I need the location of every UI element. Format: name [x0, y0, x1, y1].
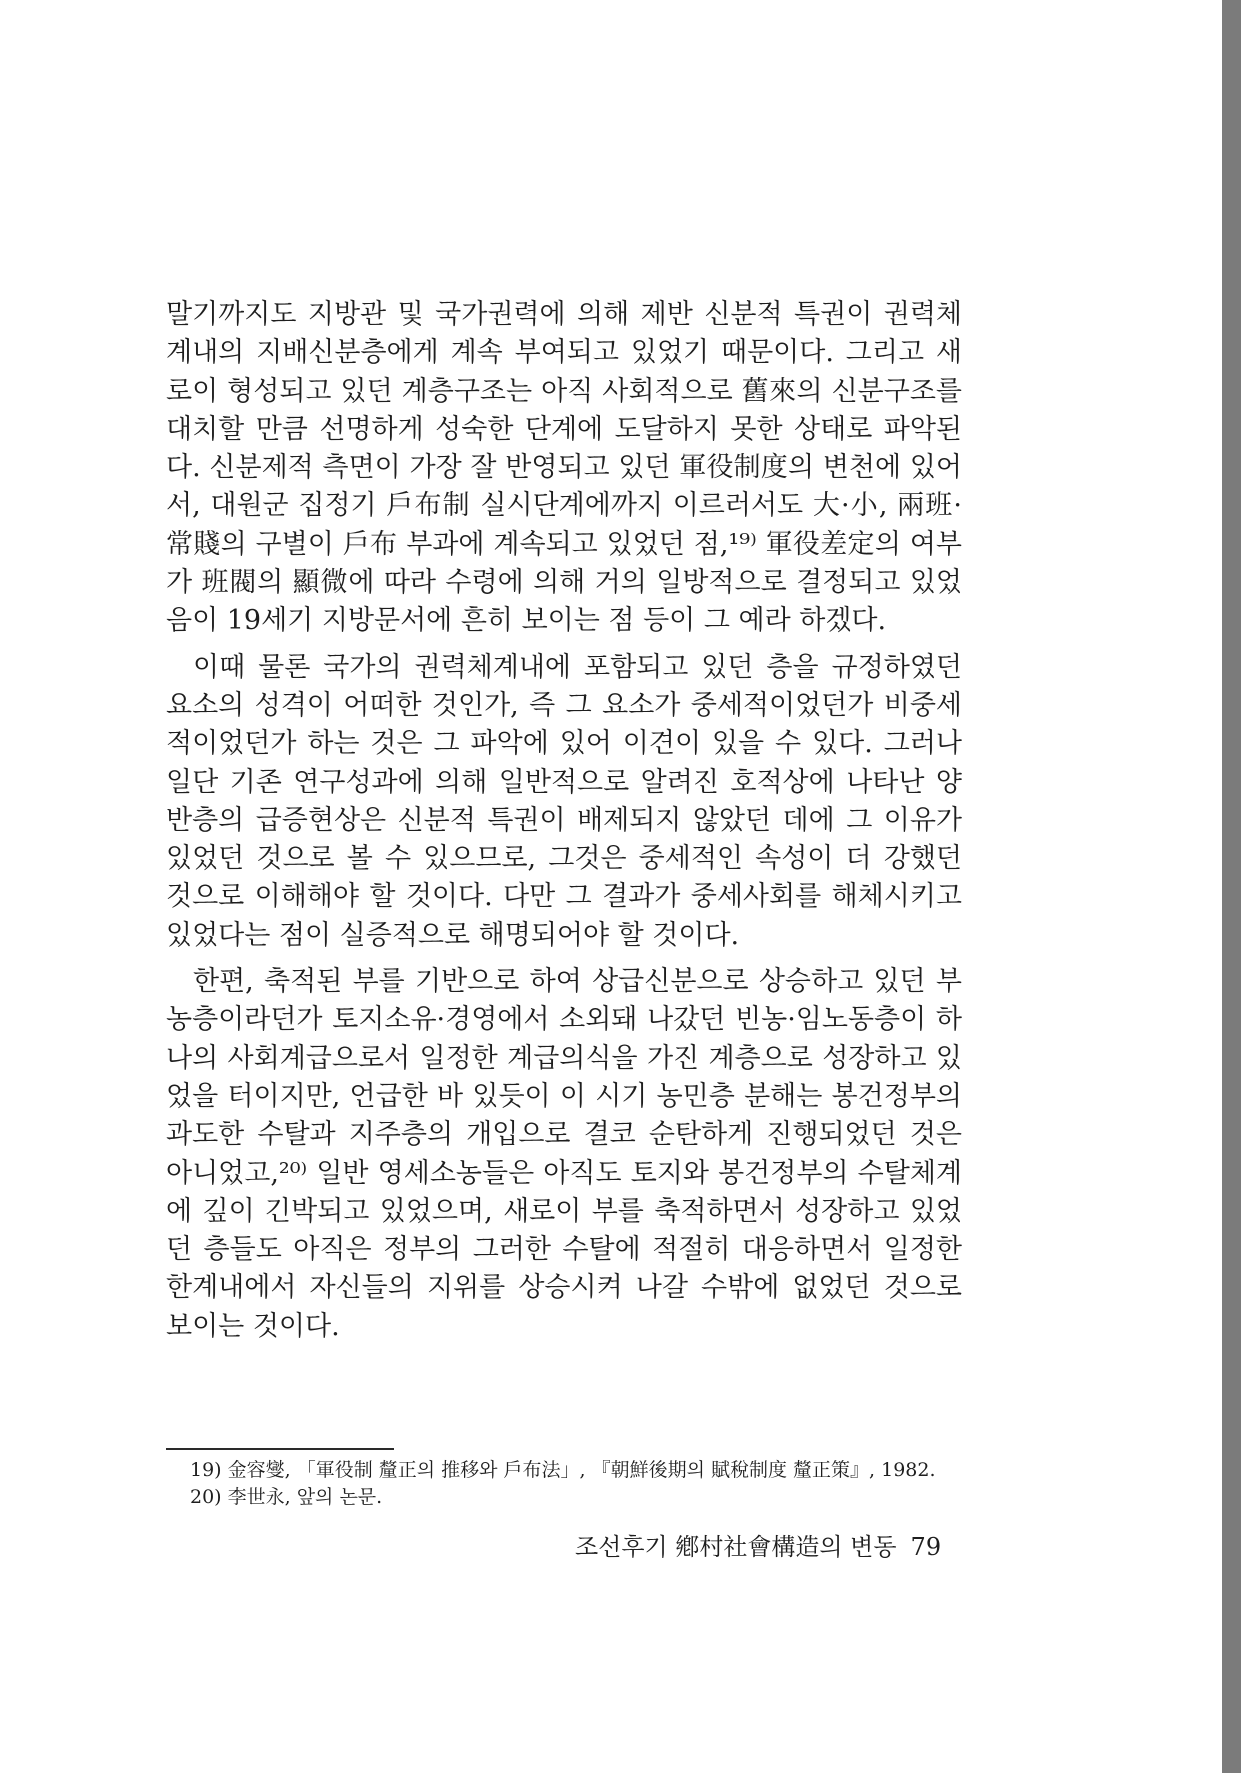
- page-number: 79: [910, 1533, 942, 1561]
- footnote-19: 19) 金容燮, 「軍役制 釐正의 推移와 戶布法」, 『朝鮮後期의 賦稅制度 釐正策』, 1982.: [190, 1459, 936, 1481]
- footnotes: [190, 1457, 970, 1511]
- running-title: 조선후기 鄕村社會構造의 변동: [575, 1533, 897, 1561]
- paragraph-3: 한편, 축적된 부를 기반으로 하여 상급신분으로 상승하고 있던 부농층이라던가 토지소유·경영에서 소외돼 나갔던 빈농·임노동층이 하나의 사회계급으로서 일정한 계급의식을 가진 계층으로 성장하고 있었을 터이지만, 언급한 바 있듯이 이 시기 농민층 분해는 봉건정부의 과도한 수탈과 지주층의 개입으로 결코 순탄하게 진행되었던 것은 아니었고,²⁰⁾ 일반 영세소농들은 아직도 토지와 봉건정부의 수탈체계에 깊이 긴박되고 있었으며, 새로이 부를 축적하면서 성장하고 있었던 층들도 아직은 정부의 그러한 수탈에 적절히 대응하면서 일정한 한계내에서 자신들의 지위를 상승시켜 나갈 수밖에 없었던 것으로 보이는 것이다.: [166, 966, 962, 1342]
- body-text: [166, 296, 962, 1354]
- running-footer: [575, 1532, 975, 1562]
- footnote-20: 20) 李世永, 앞의 논문.: [190, 1486, 383, 1508]
- footnote-divider: [166, 1448, 394, 1450]
- paragraph-2: 이때 물론 국가의 권력체계내에 포함되고 있던 층을 규정하였던 요소의 성격이 어떠한 것인가, 즉 그 요소가 중세적이었던가 비중세적이었던가 하는 것은 그 파악에 있어 이견이 있을 수 있다. 그러나 일단 기존 연구성과에 의해 일반적으로 알려진 호적상에 나타난 양반층의 급증현상은 신분적 특권이 배제되지 않았던 데에 그 이유가 있었던 것으로 볼 수 있으므로, 그것은 중세적인 속성이 더 강했던 것으로 이해해야 할 것이다. 다만 그 결과가 중세사회를 해체시키고 있었다는 점이 실증적으로 해명되어야 할 것이다.: [166, 651, 962, 951]
- paragraph-1: 말기까지도 지방관 및 국가권력에 의해 제반 신분적 특권이 권력체계내의 지배신분층에게 계속 부여되고 있었기 때문이다. 그리고 새로이 형성되고 있던 계층구조는 아직 사회적으로 舊來의 신분구조를 대치할 만큼 선명하게 성숙한 단계에 도달하지 못한 상태로 파악된다. 신분제적 측면이 가장 잘 반영되고 있던 軍役制度의 변천에 있어서, 대원군 집정기 戶布制 실시단계에까지 이르러서도 大·小, 兩班·常賤의 구별이 戶布 부과에 계속되고 있었던 점,¹⁹⁾ 軍役差定의 여부가 班閥의 顯微에 따라 수령에 의해 거의 일방적으로 결정되고 있었음이 19세기 지방문서에 흔히 보이는 점 등이 그 예라 하겠다.: [166, 299, 962, 637]
